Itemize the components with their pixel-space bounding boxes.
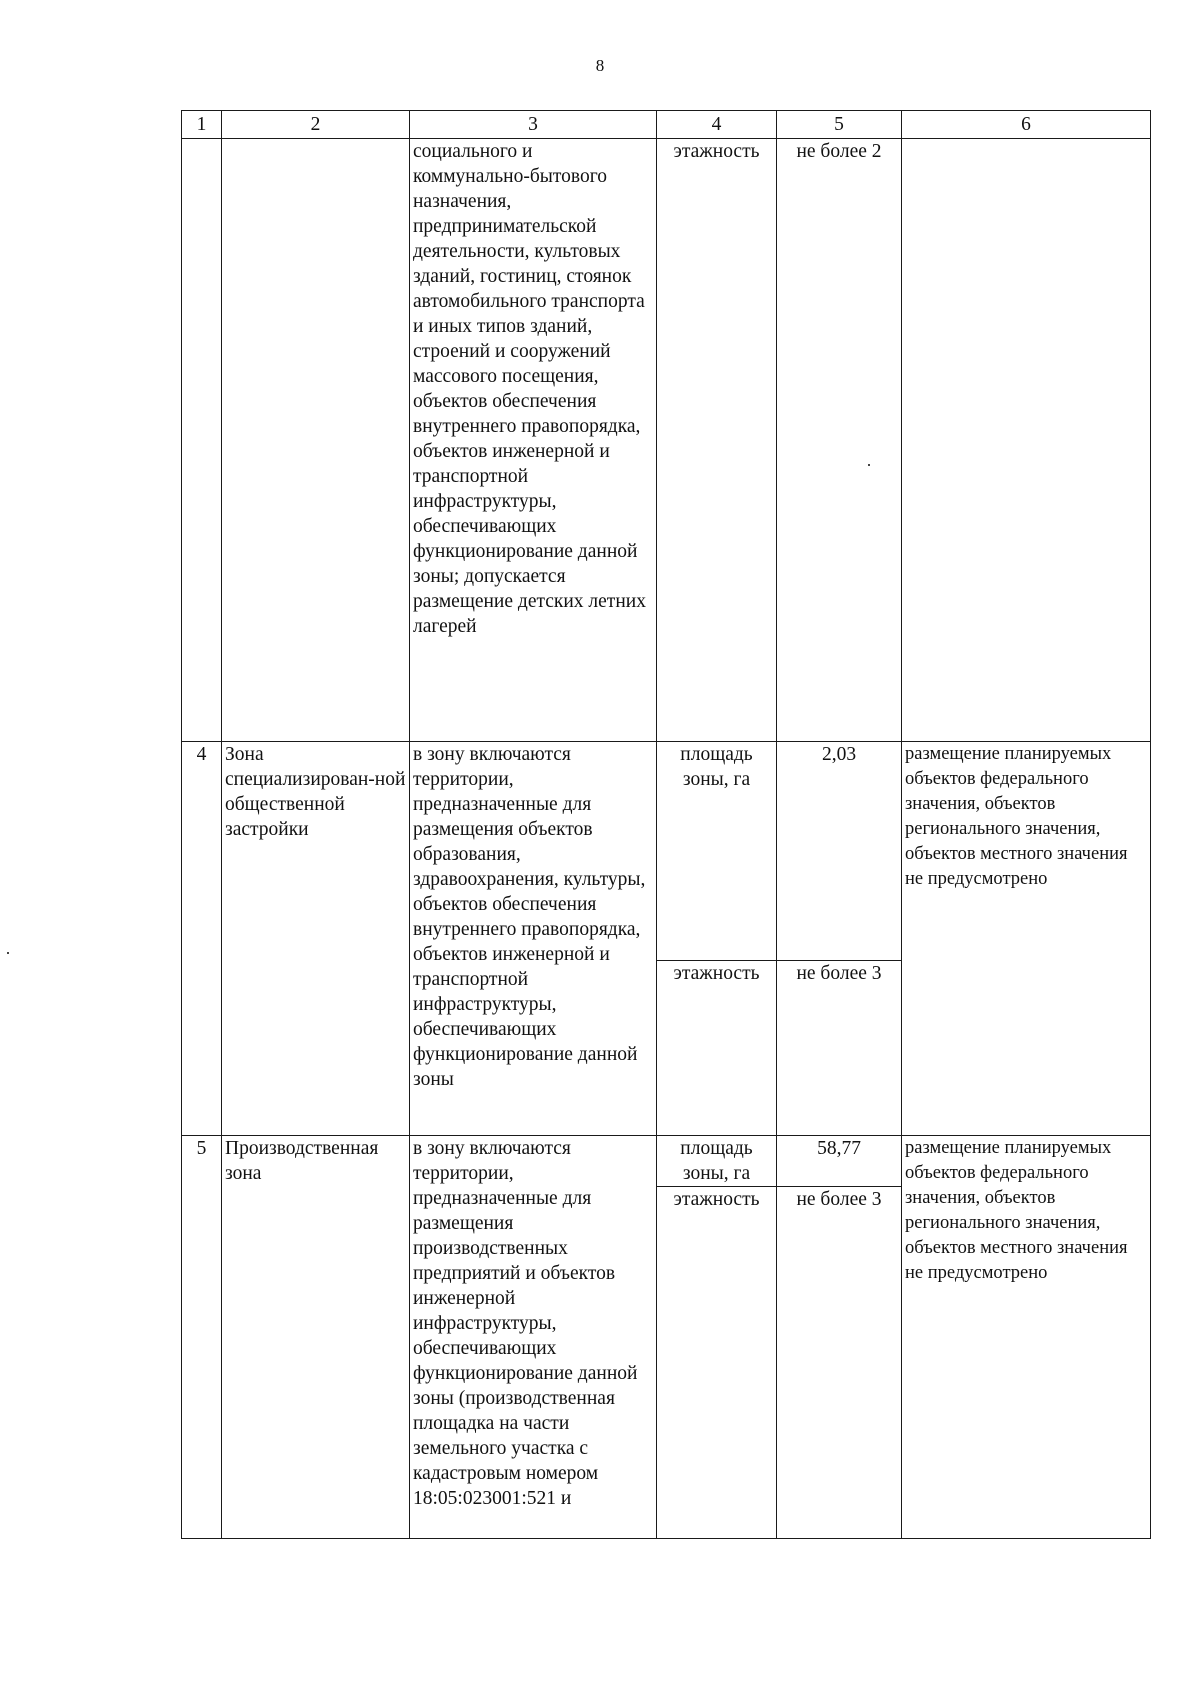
zones-table bbox=[181, 110, 1151, 1539]
cell-num: 4 bbox=[182, 742, 222, 1136]
header-col-1: 1 bbox=[182, 111, 222, 139]
header-col-2: 2 bbox=[222, 111, 410, 139]
table-row-continued bbox=[182, 139, 1151, 742]
cell-indicator: этажность bbox=[657, 1187, 777, 1539]
cell-note bbox=[902, 139, 1151, 742]
cell-num: 5 bbox=[182, 1136, 222, 1539]
header-col-4: 4 bbox=[657, 111, 777, 139]
cell-value: не более 3 bbox=[777, 961, 902, 1136]
header-col-6: 6 bbox=[902, 111, 1151, 139]
cell-description: в зону включаются территории, предназначенные для размещения объектов образования, здравоохранения, культуры, объектов обеспечения внутреннего правопорядка, объектов инженерной и транспортной инфраструктуры, обеспечивающих функционирование данной зоны bbox=[410, 742, 657, 1136]
cell-note: размещение планируемых объектов федерального значения, объектов регионального значения, объектов местного значения не предусмотрено bbox=[902, 1136, 1151, 1539]
cell-indicator: этажность bbox=[657, 961, 777, 1136]
cell-zone bbox=[222, 139, 410, 742]
cell-num bbox=[182, 139, 222, 742]
cell-zone: Зона специализирован-ной общественной застройки bbox=[222, 742, 410, 1136]
cell-note: размещение планируемых объектов федерального значения, объектов регионального значения, объектов местного значения не предусмотрено bbox=[902, 742, 1151, 1136]
cell-indicator: площадь зоны, га bbox=[657, 1136, 777, 1187]
page-number: 8 bbox=[595, 56, 605, 75]
cell-value: не более 3 bbox=[777, 1187, 902, 1539]
cell-description: в зону включаются территории, предназначенные для размещения производственных предприятий и объектов инженерной инфраструктуры, обеспечивающих функционирование данной зоны (производственная площадка на части земельного участка с кадастровым номером 18:05:023001:521 и bbox=[410, 1136, 657, 1539]
header-col-5: 5 bbox=[777, 111, 902, 139]
cell-zone: Производственная зона bbox=[222, 1136, 410, 1539]
cell-value: 58,77 bbox=[777, 1136, 902, 1187]
scan-speck bbox=[7, 952, 9, 954]
cell-value: не более 2 bbox=[777, 139, 902, 742]
cell-indicator: этажность bbox=[657, 139, 777, 742]
cell-value: 2,03 bbox=[777, 742, 902, 961]
table-header-row bbox=[182, 111, 1151, 139]
cell-description: социального и коммунально-бытового назначения, предпринимательской деятельности, культовых зданий, гостиниц, стоянок автомобильного транспорта и иных типов зданий, строений и сооружений массового посещения, объектов обеспечения внутреннего правопорядка, объектов инженерной и транспортной инфраструктуры, обеспечивающих функционирование данной зоны; допускается размещение детских летних лагерей bbox=[410, 139, 657, 742]
header-col-3: 3 bbox=[410, 111, 657, 139]
cell-indicator: площадь зоны, га bbox=[657, 742, 777, 961]
scan-speck bbox=[868, 464, 870, 466]
table-row-5 bbox=[182, 1136, 1151, 1187]
table-row-4 bbox=[182, 742, 1151, 961]
